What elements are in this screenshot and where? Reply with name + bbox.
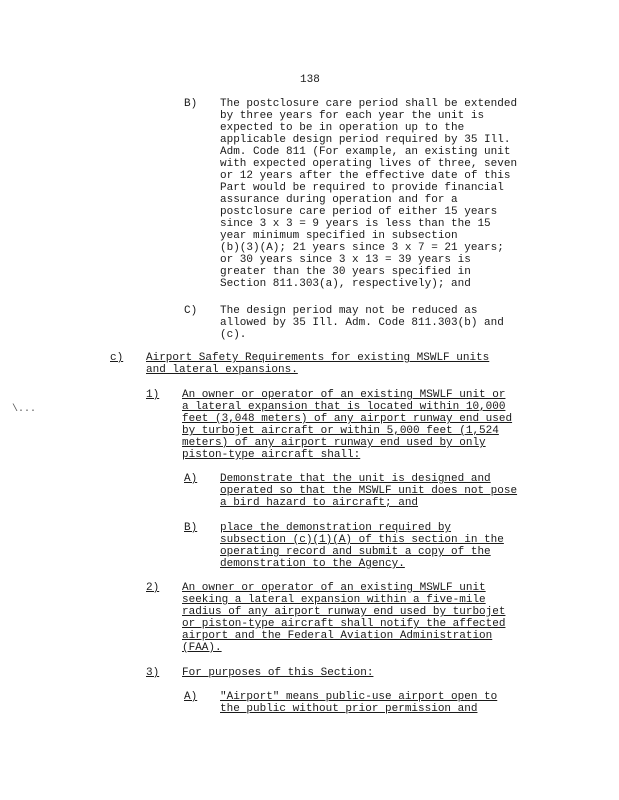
item-text-2-lateral-expansion: An owner or operator of an existing MSWLF unit seeking a lateral expansion within a five-mile radius of any airport runway end used by turbojet or piston-type aircraft shall notify the affected airport and the Federal Aviation Administration (FAA).	[182, 582, 506, 654]
item-label-1A: A)	[184, 473, 198, 485]
item-label-3A: A)	[184, 691, 198, 703]
item-text-1A-demonstrate: Demonstrate that the unit is designed and operated so that the MSWLF unit does not pose a bird hazard to aircraft; and	[220, 473, 518, 509]
item-label-2: 2)	[146, 582, 160, 594]
page-number: 138	[300, 74, 320, 86]
item-label-B: B)	[184, 98, 198, 110]
section-label-c: c)	[110, 352, 124, 364]
section-heading-airport-safety: Airport Safety Requirements for existing MSWLF units and lateral expansions.	[146, 352, 490, 376]
item-text-1B-place-demonstration: place the demonstration required by subsection (c)(1)(A) of this section in the operating record and submit a copy of the demonstration to the Agency.	[220, 522, 504, 570]
item-text-3-purposes: For purposes of this Section:	[182, 667, 374, 679]
margin-mark: \...	[12, 404, 37, 415]
item-text-1-owner-operator: An owner or operator of an existing MSWLF unit or a lateral expansion that is located within 10,000 feet (3,048 meters) of any airport runway end used by turbojet aircraft or within 5,000 feet (1,524 meters) of any airport runway end used by only piston-type aircraft shall:	[182, 389, 513, 461]
item-text-3A-airport-definition: "Airport" means public-use airport open to the public without prior permission and	[220, 691, 498, 715]
item-label-C: C)	[184, 305, 198, 317]
item-text-B-postclosure: The postclosure care period shall be extended by three years for each year the unit is expected to be in operation up to the applicable design period required by 35 Ill. Adm. Code 811 (For example, an existing unit with expected operating lives of three, seven or 12 years after the effective date of this Part would be required to provide financial assurance during operation and for a postclosure care period of either 15 years since 3 x 3 = 9 years is less than the 15 year minimum specified in subsection (b)(3)(A); 21 years since 3 x 7 = 21 years; or 30 years since 3 x 13 = 39 years is greater than the 30 years specified in Section 811.303(a), respectively); and	[220, 98, 518, 290]
item-label-1: 1)	[146, 389, 160, 401]
item-label-1B: B)	[184, 522, 198, 534]
item-label-3: 3)	[146, 667, 160, 679]
item-text-C-design-period: The design period may not be reduced as allowed by 35 Ill. Adm. Code 811.303(b) and (c).	[220, 305, 504, 341]
